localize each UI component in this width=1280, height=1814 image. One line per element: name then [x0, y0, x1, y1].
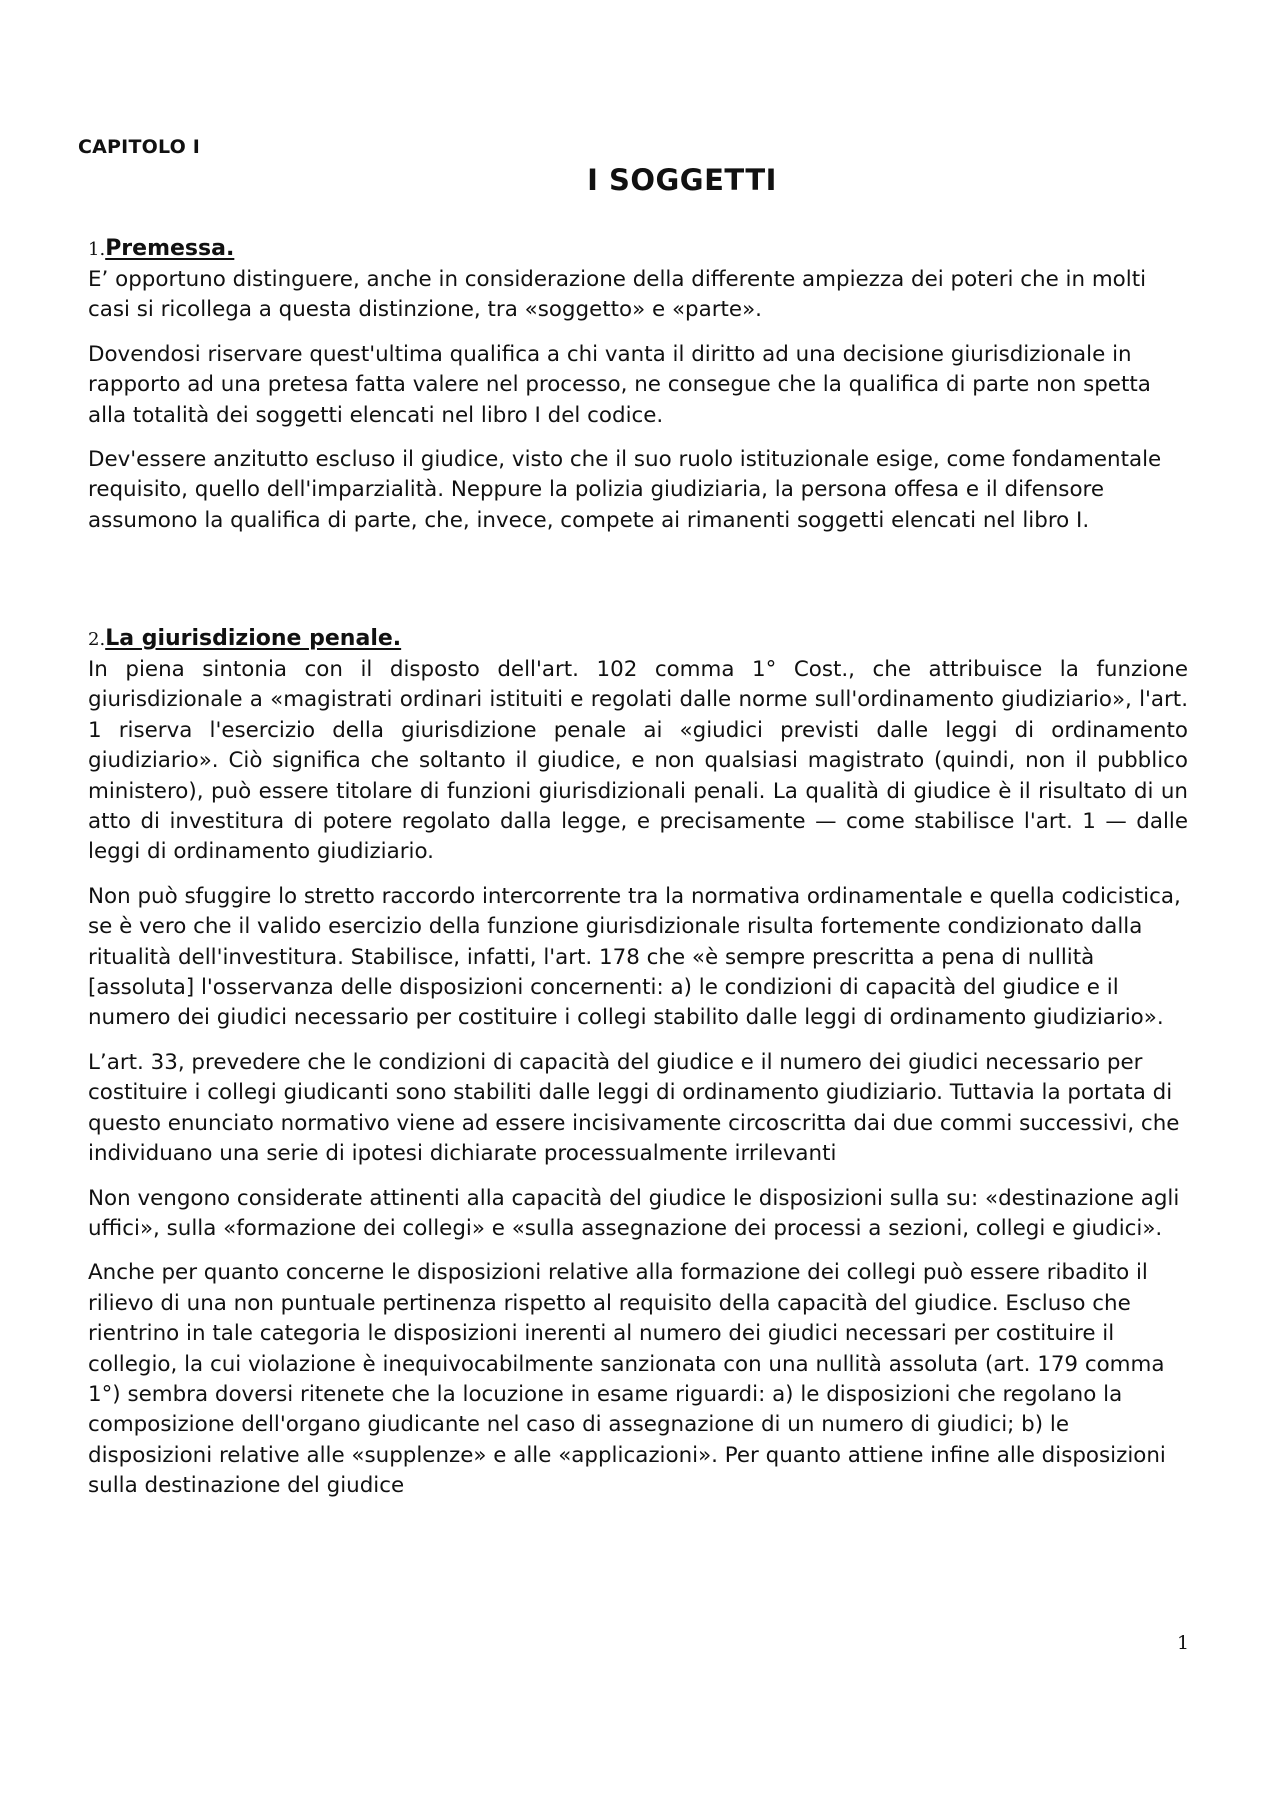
paragraph: In piena sintonia con il disposto dell'art. 102 comma 1° Cost., che attribuisce la funzione giurisdizionale a «magistrati ordinari istituiti e regolati dalle norme sull'ordinamento giudiziario», l'art. 1 riserva l'esercizio della giurisdizione penale ai «giudici previsti dalle leggi di ordinamento giudiziario». Ciò significa che soltanto il giudice, e non qualsiasi magistrato (quindi, non il pubblico ministero), può essere titolare di funzioni giurisdizionali penali. La qualità di giudice è il risultato di un atto di investitura di potere regolato dalla legge, e precisamente — come stabilisce l'art. 1 — dalle leggi di ordinamento giudiziario. [88, 657, 1188, 865]
page-number: 1 [1177, 1632, 1190, 1654]
paragraph: Non vengono considerate attinenti alla capacità del giudice le disposizioni sulla su: «destinazione agli uffici», sulla «formazione dei collegi» e «sulla assegnazione dei processi a sezioni, collegi e giudici». [88, 1185, 1180, 1241]
section-premessa [88, 234, 1188, 550]
section-heading [88, 624, 1188, 655]
section-title: La giurisdizione penale. [105, 626, 402, 651]
paragraph: E’ opportuno distinguere, anche in considerazione della differente ampiezza dei poteri che in molti casi si ricollega a questa distinzione, tra «soggetto» e «parte». [88, 267, 1147, 323]
paragraph: Dovendosi riservare quest'ultima qualifica a chi vanta il diritto ad una decisione giurisdizionale in rapporto ad una pretesa fatta valere nel processo, ne consegue che la qualifica di parte non spetta alla totalità dei soggetti elencati nel libro I del codice. [88, 341, 1151, 428]
chapter-label: CAPITOLO I [78, 136, 201, 158]
paragraph: Dev'essere anzitutto escluso il giudice, visto che il suo ruolo istituzionale esige, come fondamentale requisito, quello dell'imparzialità. Neppure la polizia giudiziaria, la persona offesa e il difensore assumono la qualifica di parte, che, invece, compete ai rimanenti soggetti elencati nel libro I. [88, 447, 1162, 533]
section-number: 1. [88, 239, 106, 260]
section-title: Premessa. [105, 236, 235, 261]
section-giurisdizione-penale [88, 624, 1188, 1516]
paragraph: L’art. 33, prevedere che le condizioni di capacità del giudice e il numero dei giudici necessario per costituire i collegi giudicanti sono stabiliti dalle leggi di ordinamento giudiziario. Tuttavia la portata di questo enunciato normativo viene ad essere incisivamente circoscritta dai due commi successivi, che individuano una serie di ipotesi dichiarate processualmente irrilevanti [88, 1049, 1180, 1167]
chapter-title: I SOGGETTI [587, 163, 777, 197]
paragraph: Non può sfuggire lo stretto raccordo intercorrente tra la normativa ordinamentale e quella codicistica, se è vero che il valido esercizio della funzione giurisdizionale risulta fortemente condizionato dalla ritualità dell'investitura. Stabilisce, infatti, l'art. 178 che «è sempre prescritta a pena di nullità [assoluta] l'osservanza delle disposizioni concernenti: a) le condizioni di capacità del giudice e il numero dei giudici necessario per costituire i collegi stabilito dalle leggi di ordinamento giudiziario». [88, 883, 1181, 1031]
section-heading [88, 234, 1188, 265]
section-number: 2. [88, 629, 106, 650]
paragraph: Anche per quanto concerne le disposizioni relative alla formazione dei collegi può essere ribadito il rilievo di una non puntuale pertinenza rispetto al requisito della capacità del giudice. Escluso che rientrino in tale categoria le disposizioni inerenti al numero dei giudici necessari per costituire il collegio, la cui violazione è inequivocabilmente sanzionata con una nullità assoluta (art. 179 comma 1°) sembra doversi ritenete che la locuzione in esame riguardi: a) le disposizioni che regolano la composizione dell'organo giudicante nel caso di assegnazione di un numero di giudici; b) le disposizioni relative alle «supplenze» e alle «applicazioni». Per quanto attiene infine alle disposizioni sulla destinazione del giudice [88, 1260, 1166, 1499]
